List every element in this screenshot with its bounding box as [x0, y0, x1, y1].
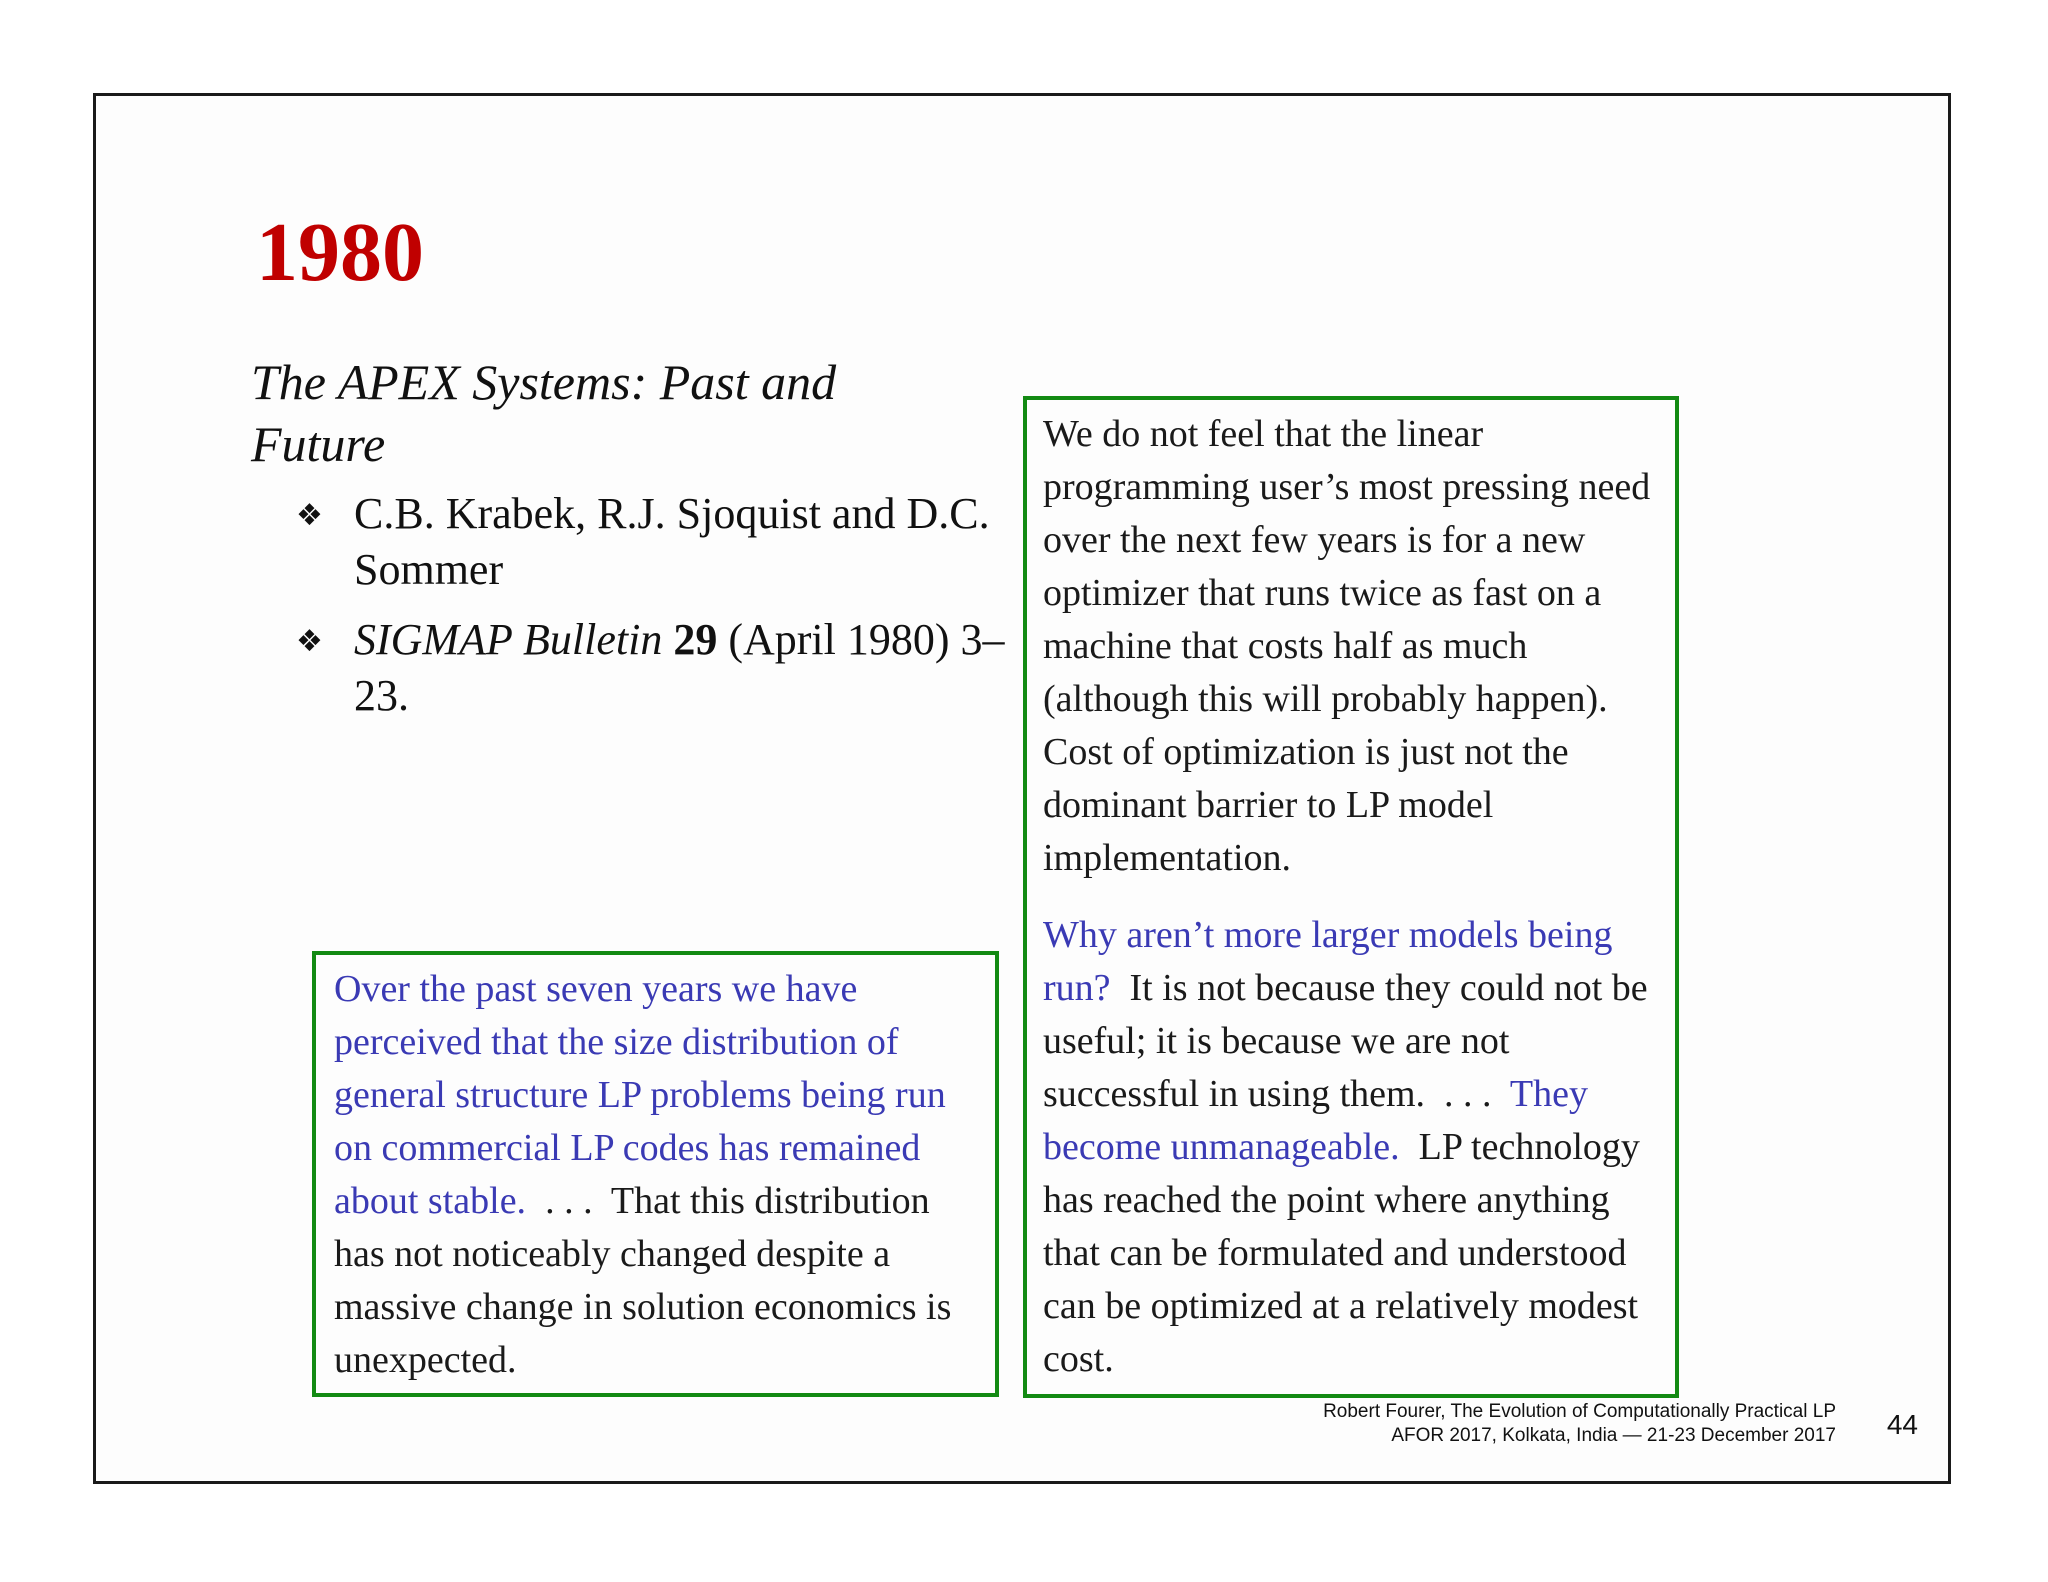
- quote-box-right: [1023, 396, 1679, 1398]
- quote-left-highlight: Over the past seven years we have perceived that the size distribution of general structure LP problems being run on commercial LP codes has remained about stable.: [334, 968, 946, 1222]
- slide-frame: [93, 93, 1951, 1484]
- paper-title: The APEX Systems: Past and Future: [251, 354, 837, 472]
- quote-right-text-1: It is not because they could not be useful; it is because we are not successful in using them. . . .: [1043, 967, 1658, 1115]
- journal-volume: 29: [673, 615, 718, 664]
- footer-line-1: Robert Fourer, The Evolution of Computationally Practical LP: [1323, 1401, 1836, 1422]
- slide-footer: [1323, 1400, 1836, 1448]
- quote-box-left: [312, 951, 999, 1397]
- quote-right-para2: [1043, 909, 1661, 1386]
- quote-right-para1: We do not feel that the linear programming user’s most pressing need over the next few years is for a new optimizer that runs twice as fast on a machine that costs half as much (although this will probably happen). Cost of optimization is just not the dominant barrier to LP model implementation.: [1043, 413, 1651, 879]
- list-item: [296, 612, 1016, 724]
- authors-text: C.B. Krabek, R.J. Sjoquist and D.C. Sommer: [354, 489, 990, 594]
- bullet-list: [296, 486, 1016, 738]
- journal-name: SIGMAP Bulletin: [354, 615, 663, 664]
- journal-details: (April 1980) 3–23.: [354, 615, 1005, 720]
- footer-line-2: AFOR 2017, Kolkata, India — 21-23 December 2017: [1391, 1425, 1836, 1446]
- slide-title: 1980: [256, 206, 424, 299]
- list-item: [296, 486, 1016, 598]
- diamond-bullet-icon: ❖: [296, 624, 323, 659]
- quote-right-highlight-1: Why aren’t more larger models being run?: [1043, 914, 1613, 1009]
- diamond-bullet-icon: ❖: [296, 498, 323, 533]
- page-number: 44: [1886, 1409, 1918, 1440]
- quote-right-text-2: LP technology has reached the point where anything that can be formulated and understood can be optimized at a relatively modest cost.: [1043, 1126, 1650, 1380]
- quote-left-rest: . . . That this distribution has not noticeably changed despite a massive change in solution economics is unexpected.: [334, 1180, 961, 1381]
- quote-left-text: [334, 963, 981, 1387]
- quote-right-highlight-2: They become unmanageable.: [1043, 1073, 1588, 1168]
